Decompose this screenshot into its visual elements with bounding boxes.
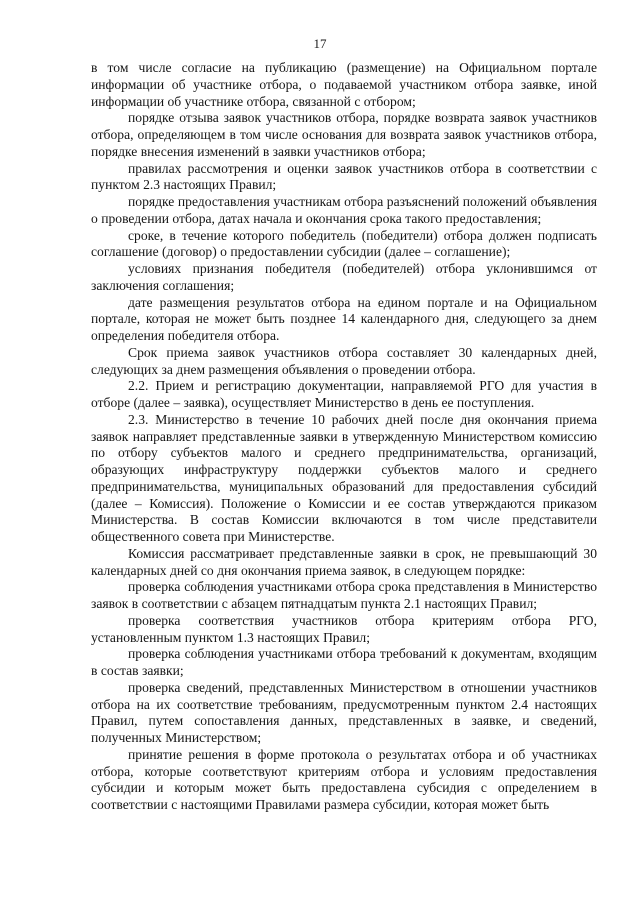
page-number: 17 xyxy=(313,36,327,51)
paragraph: проверка соответствия участников отбора критериям отбора РГО, установленным пунктом 1.3 настоящих Правил; xyxy=(91,612,597,645)
paragraph: 2.2. Прием и регистрацию документации, направляемой РГО для участия в отборе (далее – заявка), осуществляет Министерство в день ее поступления. xyxy=(91,378,597,410)
paragraph: дате размещения результатов отбора на едином портале и на Официальном портале, которая не может быть позднее 14 календарного дня, следующего за днем определения победителя отбора. xyxy=(91,294,597,343)
paragraph: правилах рассмотрения и оценки заявок участников отбора в соответствии с пунктом 2.3 настоящих Правил; xyxy=(91,160,597,193)
paragraph: принятие решения в форме протокола о результатах отбора и об участниках отбора, которые соответствуют критериям отбора и условиям предоставления субсидии и которым может быть предоставлена субсидия с определением в соответствии с настоящими Правилами размера субсидии, которая может быть xyxy=(91,746,597,812)
paragraph: в том числе согласие на публикацию (размещение) на Официальном портале информации об участнике отбора, о подаваемой участником отбора заявке, иной информации об участнике отбора, связанной с отбором; xyxy=(91,60,597,109)
paragraph: порядке отзыва заявок участников отбора, порядке возврата заявок участников отбора, определяющем в том числе основания для возврата заявок участников отбора, порядке внесения изменений в заявки участников отбора; xyxy=(91,110,597,159)
paragraph: порядке предоставления участникам отбора разъяснений положений объявления о проведении отбора, датах начала и окончания срока такого предоставления; xyxy=(91,194,597,226)
paragraph: проверка сведений, представленных Министерством в отношении участников отбора на их соответствие требованиям, предусмотренным пунктом 2.4 настоящих Правил, путем сопоставления данных, представленных в заявке, и сведений, полученных Министерством; xyxy=(91,679,597,745)
document-body xyxy=(91,60,597,814)
paragraph: сроке, в течение которого победитель (победители) отбора должен подписать соглашение (договор) о предоставлении субсидии (далее – соглашение); xyxy=(91,227,597,260)
paragraph: Срок приема заявок участников отбора составляет 30 календарных дней, следующих за днем размещения объявления о проведении отбора. xyxy=(91,344,597,377)
paragraph: проверка соблюдения участниками отбора срока представления в Министерство заявок в соответствии с абзацем пятнадцатым пункта 2.1 настоящих Правил; xyxy=(91,579,597,611)
paragraph: условиях признания победителя (победителей) отбора уклонившимся от заключения соглашения; xyxy=(91,261,597,293)
paragraph: 2.3. Министерство в течение 10 рабочих дней после дня окончания приема заявок направляет представленные заявки в утвержденную Министерством комиссию по отбору субъектов малого и среднего предпринимательства, организаций, образующих инфраструктуру поддержки субъектов малого и среднего предпринимательства, муниципальных образований для предоставления субсидий (далее – Комиссия). Положение о Комиссии и ее состав утверждаются приказом Министерства. В состав Комиссии включаются в том числе представители общественного совета при Министерстве. xyxy=(91,411,597,544)
paragraph: Комиссия рассматривает представленные заявки в срок, не превышающий 30 календарных дней со дня окончания приема заявок, в следующем порядке: xyxy=(91,545,597,578)
paragraph: проверка соблюдения участниками отбора требований к документам, входящим в состав заявки; xyxy=(91,646,597,678)
